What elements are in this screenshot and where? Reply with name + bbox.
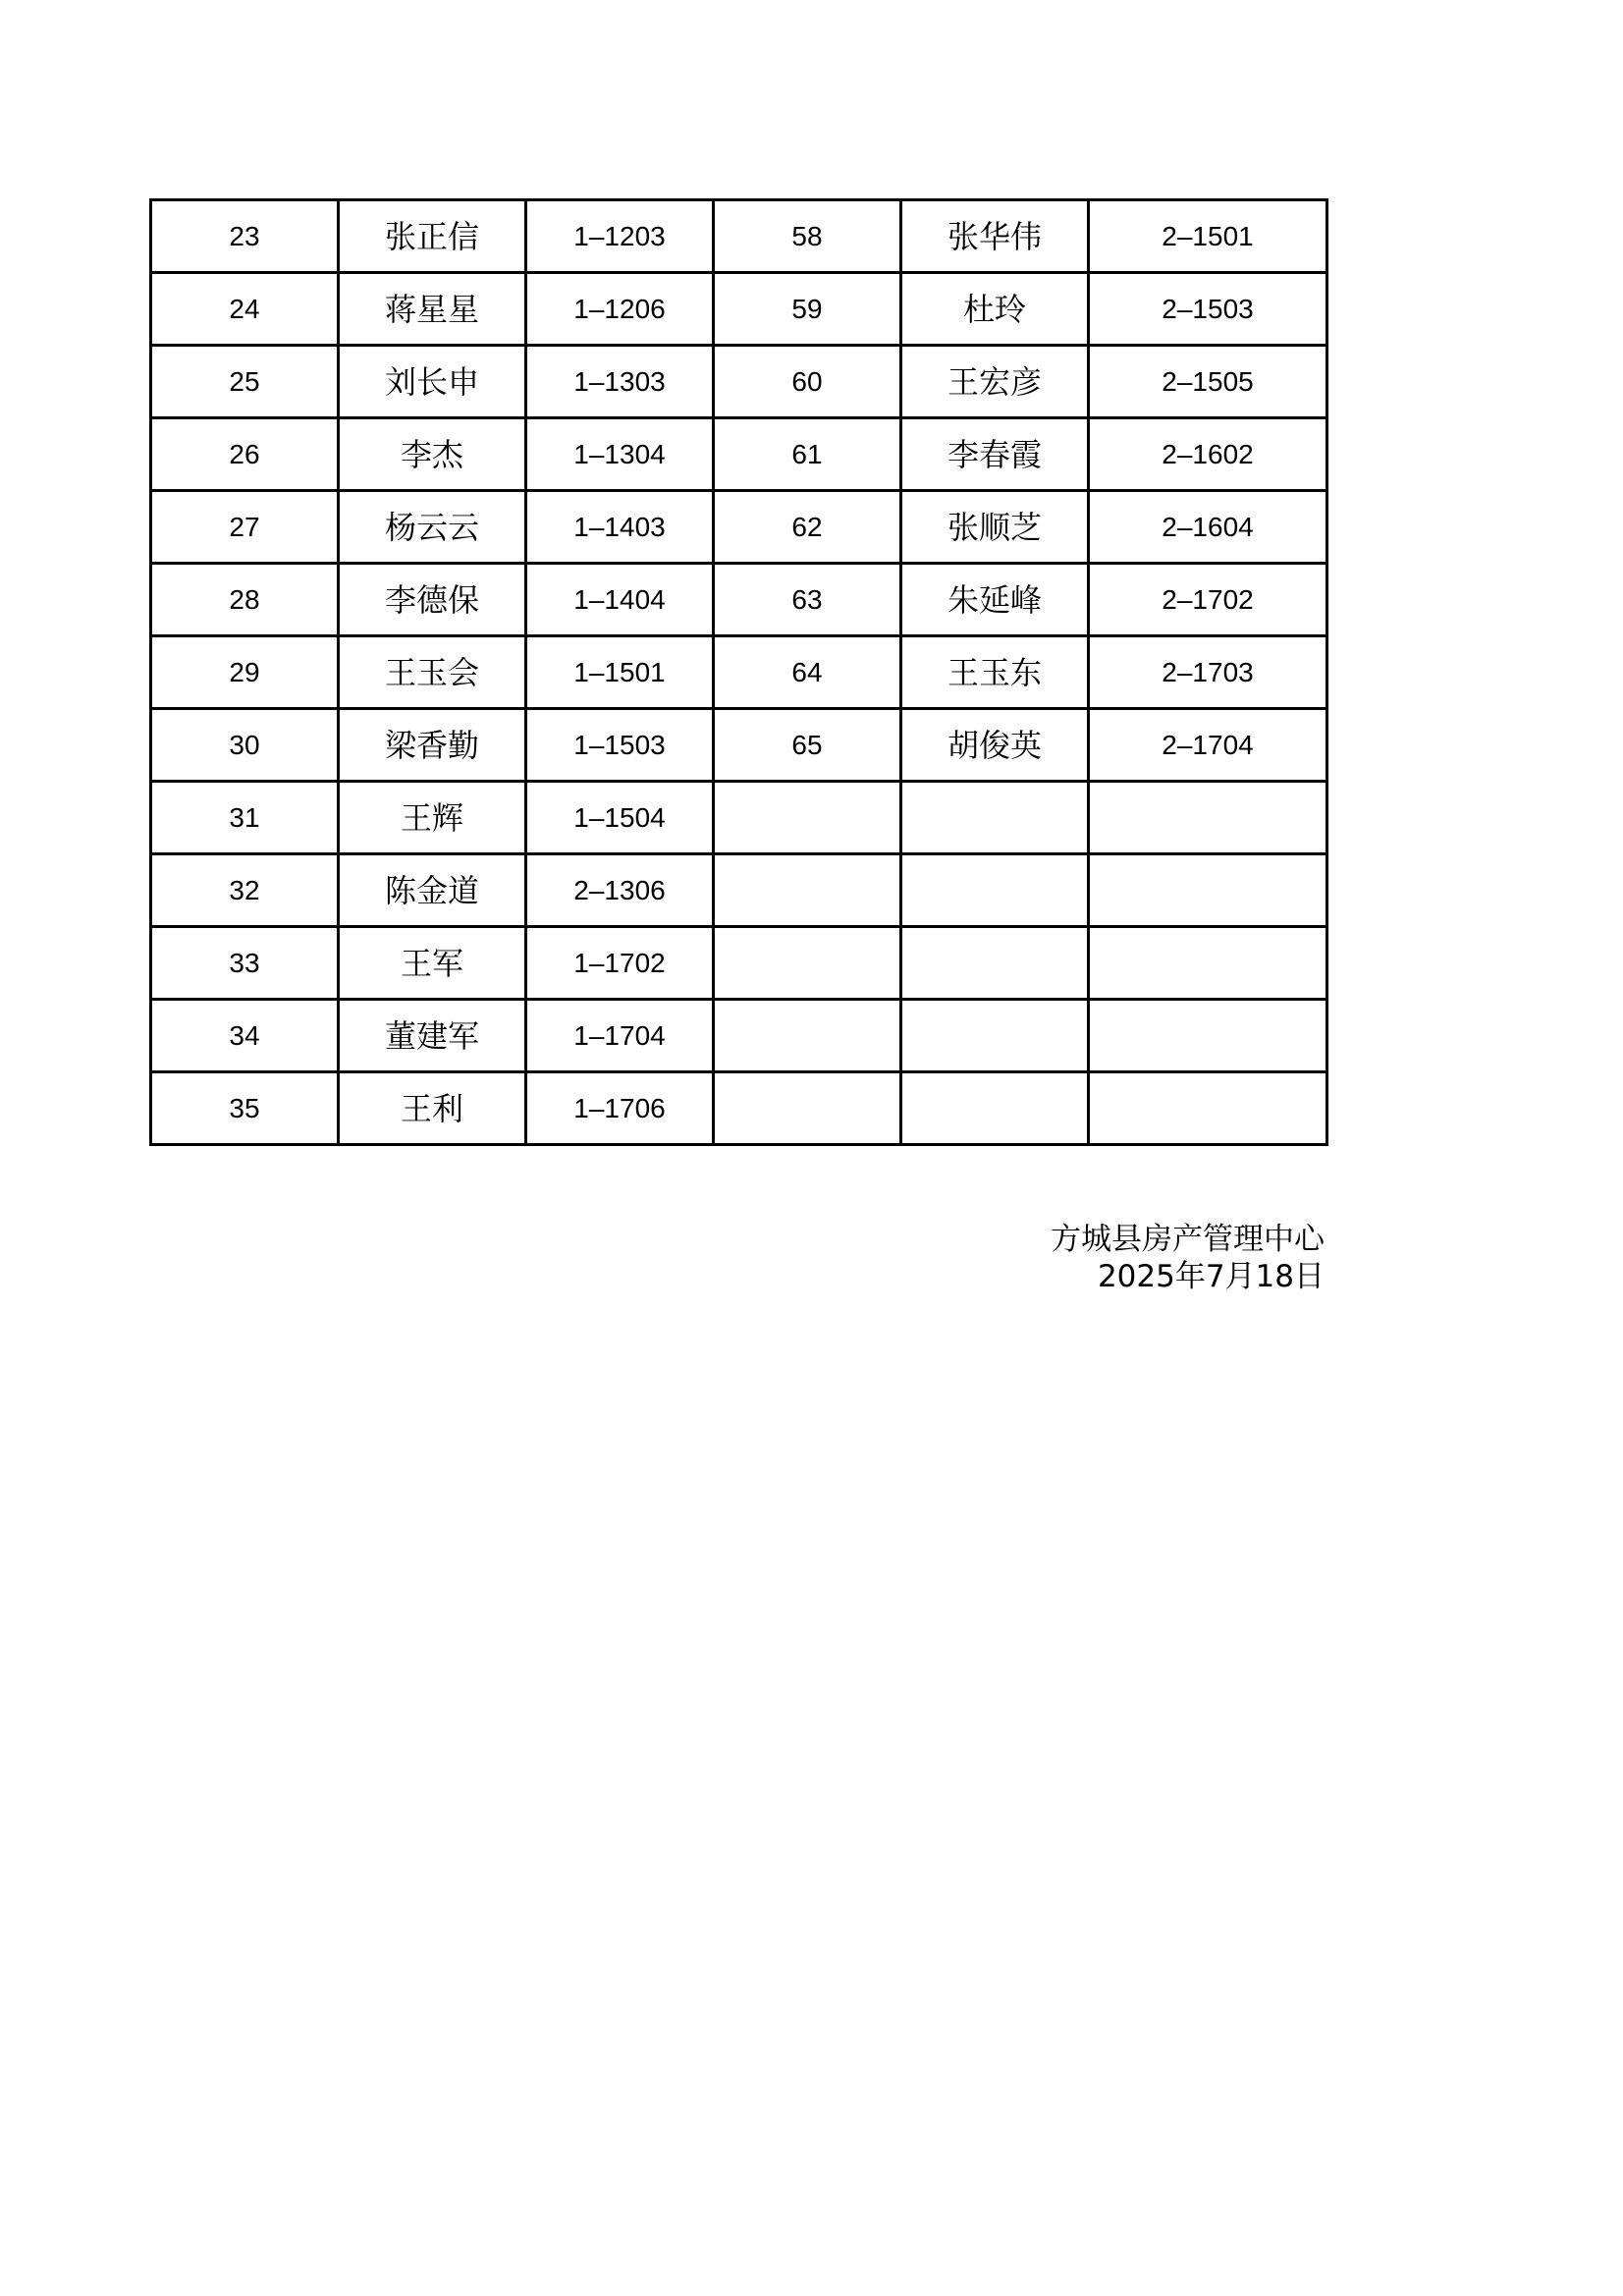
resident-name-cell — [901, 1000, 1089, 1072]
resident-name-cell: 董建军 — [339, 1000, 526, 1072]
resident-name-cell: 杜玲 — [901, 273, 1089, 346]
serial-number-cell: 25 — [151, 346, 339, 418]
resident-name-cell: 张正信 — [339, 200, 526, 273]
serial-number-cell: 31 — [151, 782, 339, 854]
unit-number-cell: 1–1504 — [526, 782, 714, 854]
unit-number-cell: 2–1602 — [1089, 418, 1327, 491]
resident-name-cell: 胡俊英 — [901, 709, 1089, 782]
resident-name-cell: 蒋星星 — [339, 273, 526, 346]
unit-number-cell: 2–1604 — [1089, 491, 1327, 564]
serial-number-cell: 32 — [151, 854, 339, 927]
resident-name-cell — [901, 854, 1089, 927]
table-row — [151, 273, 1327, 346]
resident-name-cell: 张华伟 — [901, 200, 1089, 273]
unit-number-cell — [1089, 927, 1327, 1000]
unit-number-cell: 1–1203 — [526, 200, 714, 273]
unit-number-cell: 2–1704 — [1089, 709, 1327, 782]
resident-name-cell: 王辉 — [339, 782, 526, 854]
table-row — [151, 346, 1327, 418]
resident-name-cell: 李春霞 — [901, 418, 1089, 491]
resident-name-cell: 王玉东 — [901, 636, 1089, 709]
serial-number-cell: 34 — [151, 1000, 339, 1072]
unit-number-cell: 1–1403 — [526, 491, 714, 564]
resident-name-cell: 李德保 — [339, 564, 526, 636]
resident-name-cell: 王军 — [339, 927, 526, 1000]
resident-name-cell: 张顺芝 — [901, 491, 1089, 564]
unit-number-cell: 1–1206 — [526, 273, 714, 346]
resident-name-cell: 朱延峰 — [901, 564, 1089, 636]
serial-number-cell — [714, 927, 901, 1000]
issuing-organization: 方城县房产管理中心 — [1051, 1222, 1325, 1257]
serial-number-cell: 24 — [151, 273, 339, 346]
resident-name-cell: 刘长申 — [339, 346, 526, 418]
resident-name-cell — [901, 782, 1089, 854]
resident-name-cell: 梁香勤 — [339, 709, 526, 782]
serial-number-cell: 59 — [714, 273, 901, 346]
unit-number-cell: 1–1304 — [526, 418, 714, 491]
unit-number-cell: 1–1702 — [526, 927, 714, 1000]
roster-table — [149, 198, 1328, 1146]
table-row — [151, 782, 1327, 854]
serial-number-cell: 33 — [151, 927, 339, 1000]
table-row — [151, 854, 1327, 927]
unit-number-cell: 2–1306 — [526, 854, 714, 927]
unit-number-cell: 1–1501 — [526, 636, 714, 709]
resident-name-cell: 王利 — [339, 1072, 526, 1145]
serial-number-cell: 27 — [151, 491, 339, 564]
serial-number-cell: 63 — [714, 564, 901, 636]
serial-number-cell — [714, 782, 901, 854]
serial-number-cell: 58 — [714, 200, 901, 273]
table-row — [151, 927, 1327, 1000]
serial-number-cell: 61 — [714, 418, 901, 491]
resident-name-cell — [901, 927, 1089, 1000]
unit-number-cell: 1–1303 — [526, 346, 714, 418]
unit-number-cell: 2–1702 — [1089, 564, 1327, 636]
serial-number-cell: 65 — [714, 709, 901, 782]
resident-name-cell: 王宏彦 — [901, 346, 1089, 418]
roster-table-body — [151, 200, 1327, 1145]
unit-number-cell — [1089, 782, 1327, 854]
serial-number-cell: 35 — [151, 1072, 339, 1145]
serial-number-cell: 64 — [714, 636, 901, 709]
unit-number-cell: 1–1704 — [526, 1000, 714, 1072]
resident-name-cell: 王玉会 — [339, 636, 526, 709]
unit-number-cell: 2–1505 — [1089, 346, 1327, 418]
issue-date: 2025年7月18日 — [1097, 1259, 1325, 1294]
table-row — [151, 1072, 1327, 1145]
table-row — [151, 418, 1327, 491]
unit-number-cell: 2–1703 — [1089, 636, 1327, 709]
table-row — [151, 709, 1327, 782]
unit-number-cell — [1089, 1072, 1327, 1145]
resident-name-cell: 杨云云 — [339, 491, 526, 564]
serial-number-cell: 26 — [151, 418, 339, 491]
unit-number-cell: 2–1501 — [1089, 200, 1327, 273]
table-row — [151, 564, 1327, 636]
serial-number-cell: 62 — [714, 491, 901, 564]
unit-number-cell: 1–1404 — [526, 564, 714, 636]
resident-name-cell — [901, 1072, 1089, 1145]
table-row — [151, 636, 1327, 709]
serial-number-cell — [714, 854, 901, 927]
table-row — [151, 491, 1327, 564]
serial-number-cell — [714, 1072, 901, 1145]
unit-number-cell: 2–1503 — [1089, 273, 1327, 346]
serial-number-cell: 30 — [151, 709, 339, 782]
serial-number-cell: 23 — [151, 200, 339, 273]
unit-number-cell — [1089, 1000, 1327, 1072]
unit-number-cell: 1–1503 — [526, 709, 714, 782]
table-row — [151, 1000, 1327, 1072]
resident-name-cell: 陈金道 — [339, 854, 526, 927]
serial-number-cell: 29 — [151, 636, 339, 709]
table-row — [151, 200, 1327, 273]
serial-number-cell: 60 — [714, 346, 901, 418]
resident-name-cell: 李杰 — [339, 418, 526, 491]
unit-number-cell: 1–1706 — [526, 1072, 714, 1145]
serial-number-cell — [714, 1000, 901, 1072]
serial-number-cell: 28 — [151, 564, 339, 636]
unit-number-cell — [1089, 854, 1327, 927]
